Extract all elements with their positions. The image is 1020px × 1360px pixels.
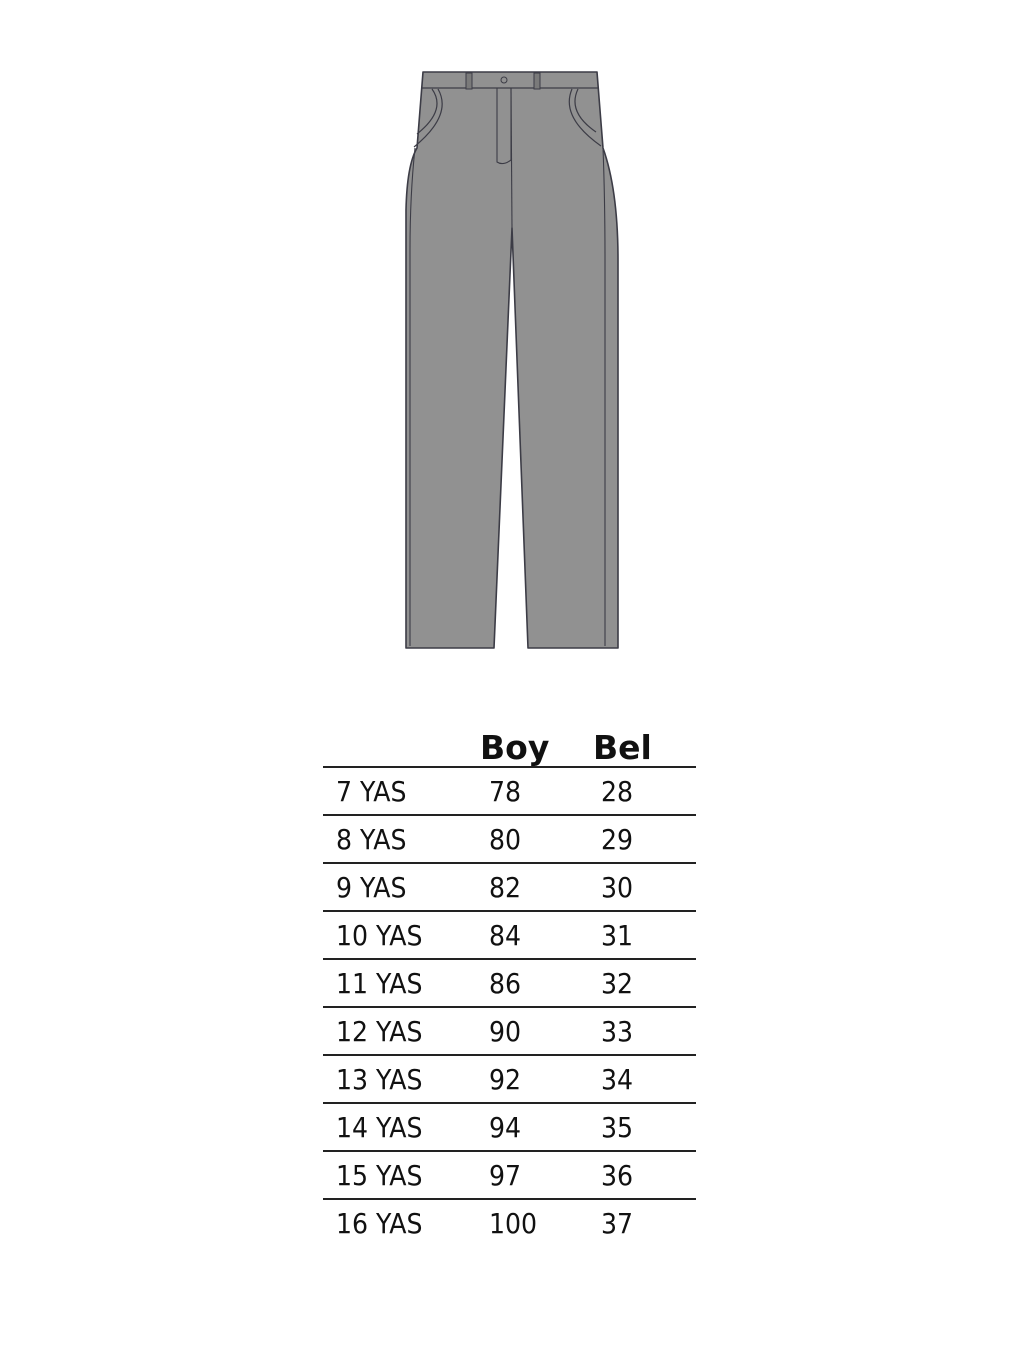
boy-cell: 84 (480, 911, 591, 959)
table-row (323, 863, 696, 911)
age-cell: 10 YAS (323, 911, 480, 959)
boy-cell: 92 (480, 1055, 591, 1103)
age-cell: 14 YAS (323, 1103, 480, 1151)
age-cell: 8 YAS (323, 815, 480, 863)
table-row (323, 815, 696, 863)
table-header-row (323, 726, 696, 767)
bel-cell: 34 (591, 1055, 696, 1103)
boy-cell: 82 (480, 863, 591, 911)
boy-cell: 97 (480, 1151, 591, 1199)
boy-cell: 78 (480, 767, 591, 815)
trousers-illustration (380, 60, 640, 660)
belt-loop-right (534, 73, 540, 89)
age-cell: 12 YAS (323, 1007, 480, 1055)
trousers-icon (380, 60, 640, 660)
boy-cell: 80 (480, 815, 591, 863)
waist-button (501, 77, 507, 83)
table-row (323, 1151, 696, 1199)
boy-cell: 90 (480, 1007, 591, 1055)
table-row (323, 1103, 696, 1151)
age-cell: 9 YAS (323, 863, 480, 911)
age-cell: 15 YAS (323, 1151, 480, 1199)
age-cell: 13 YAS (323, 1055, 480, 1103)
table-row (323, 959, 696, 1007)
bel-cell: 30 (591, 863, 696, 911)
bel-cell: 35 (591, 1103, 696, 1151)
header-age (323, 726, 480, 767)
table-row (323, 911, 696, 959)
header-bel: Bel (591, 726, 696, 767)
boy-cell: 100 (489, 1206, 538, 1240)
belt-loop-left (466, 73, 472, 89)
age-cell: 16 YAS (336, 1206, 423, 1240)
bel-cell: 29 (591, 815, 696, 863)
boy-cell: 94 (480, 1103, 591, 1151)
bel-cell: 31 (591, 911, 696, 959)
table-row (323, 1199, 696, 1246)
age-cell: 11 YAS (323, 959, 480, 1007)
bel-cell: 28 (591, 767, 696, 815)
table-row (323, 767, 696, 815)
header-boy: Boy (480, 726, 591, 767)
bel-cell: 32 (591, 959, 696, 1007)
bel-cell: 33 (591, 1007, 696, 1055)
bel-cell: 37 (601, 1206, 634, 1240)
table-row (323, 1007, 696, 1055)
bel-cell: 36 (591, 1151, 696, 1199)
boy-cell: 86 (480, 959, 591, 1007)
age-cell: 7 YAS (323, 767, 480, 815)
size-chart-table (323, 726, 696, 1246)
table-row (323, 1055, 696, 1103)
